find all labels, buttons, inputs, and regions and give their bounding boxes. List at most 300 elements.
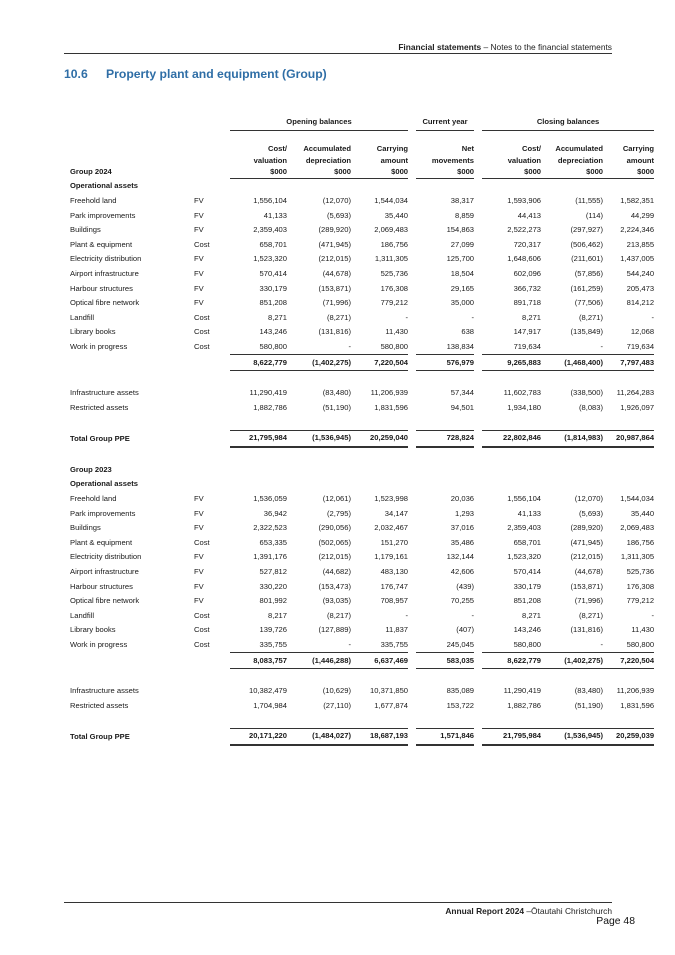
closing-cost: 8,271: [522, 312, 542, 322]
asset-label: Electricity distribution: [70, 552, 142, 562]
valuation-basis: FV: [194, 268, 204, 278]
closing-acc-dep: (1,536,945): [541, 729, 603, 745]
other-asset-row: [70, 400, 654, 415]
opening-cost: 2,359,403: [253, 225, 287, 235]
opening-acc-dep: (93,035): [322, 596, 351, 606]
closing-acc-dep: (471,945): [570, 537, 604, 547]
asset-label: Airport infrastructure: [70, 567, 139, 577]
closing-carrying: 1,437,005: [620, 254, 655, 264]
opening-cost: 527,812: [259, 567, 287, 577]
opening-acc-dep: (44,682): [322, 567, 351, 577]
opening-cost: 8,271: [267, 312, 287, 322]
footer-rest: –Ōtautahi Christchurch: [524, 906, 612, 916]
net-movements: (439): [456, 581, 475, 591]
opening-carrying: 1,179,161: [374, 552, 409, 562]
unit-label: $000: [416, 166, 474, 179]
net-movements: 638: [461, 327, 475, 337]
net-movements: -: [471, 312, 475, 322]
opening-acc-dep: (502,065): [318, 537, 351, 547]
opening-acc-dep: (289,920): [318, 225, 351, 235]
other-asset-row: [70, 386, 654, 401]
col-carry-2b: amount: [626, 156, 655, 166]
col-carry-1: Carrying: [376, 144, 409, 154]
opening-cost: 2,322,523: [253, 523, 287, 533]
opening-cost: 1,882,786: [253, 402, 287, 412]
valuation-basis: Cost: [194, 610, 210, 620]
closing-carrying: 719,634: [626, 341, 655, 351]
closing-cost: 1,593,906: [507, 195, 542, 205]
closing-acc-dep: (11,555): [575, 195, 604, 205]
table-row: [70, 638, 654, 653]
closing-carrying: 814,212: [626, 298, 655, 308]
closing-carrying: 2,224,346: [620, 225, 655, 235]
subtotal-row: [70, 355, 654, 371]
opening-acc-dep: (471,945): [318, 239, 351, 249]
table-row: [70, 325, 654, 340]
valuation-basis: Cost: [194, 239, 210, 249]
column-header-line1: [70, 142, 654, 154]
opening-carrying: 176,308: [380, 283, 409, 293]
closing-cost: 44,413: [517, 210, 542, 220]
opening-acc-dep: (10,629): [322, 686, 351, 696]
valuation-basis: FV: [194, 210, 204, 220]
opening-carrying: 176,747: [380, 581, 409, 591]
col-acc-2: depreciation: [305, 156, 351, 166]
table-row: [70, 536, 654, 551]
valuation-basis: FV: [194, 567, 204, 577]
unit-label: $000: [482, 166, 541, 179]
opening-acc-dep: -: [348, 640, 351, 650]
closing-acc-dep: (51,190): [574, 700, 604, 710]
opening-cost: 8,217: [267, 610, 287, 620]
net-movements: -: [471, 610, 475, 620]
col-acc-2b: depreciation: [557, 156, 604, 166]
closing-cost: 22,802,846: [482, 431, 541, 447]
opening-acc-dep: (1,402,275): [287, 355, 351, 371]
closing-carrying: 1,831,596: [620, 700, 655, 710]
table-row: [70, 252, 654, 267]
net-movements: 125,700: [446, 254, 475, 264]
closing-cost: 851,208: [513, 596, 542, 606]
closing-cost: 147,917: [513, 327, 542, 337]
valuation-basis: [194, 699, 230, 714]
opening-carrying: -: [405, 312, 409, 322]
asset-label: Library books: [70, 625, 116, 635]
closing-carrying: 1,544,034: [620, 494, 655, 504]
asset-label: Park improvements: [70, 508, 136, 518]
opening-acc-dep: (2,795): [326, 508, 351, 518]
asset-label: Work in progress: [70, 640, 128, 650]
valuation-basis: FV: [194, 195, 204, 205]
opening-carrying: 35,440: [384, 210, 409, 220]
opening-acc-dep: (12,061): [322, 494, 351, 504]
closing-carrying: 580,800: [626, 640, 655, 650]
opening-cost: 335,755: [259, 640, 287, 650]
net-movements: 35,486: [450, 537, 475, 547]
col-carry-2: amount: [380, 156, 409, 166]
asset-label: Freehold land: [70, 494, 117, 504]
col-acc-1: Accumulated: [303, 144, 351, 154]
opening-acc-dep: (71,996): [322, 298, 351, 308]
net-movements: 583,035: [416, 653, 474, 669]
opening-cost: 580,800: [259, 341, 287, 351]
opening-carrying: 2,032,467: [374, 523, 409, 533]
net-movements: 1,571,846: [416, 729, 474, 745]
opening-acc-dep: (83,480): [322, 388, 351, 398]
table-row: [70, 340, 654, 355]
opening-acc-dep: (290,056): [318, 523, 351, 533]
closing-cost: 719,634: [513, 341, 542, 351]
col-cost-2: valuation: [253, 156, 287, 166]
opening-carrying: 34,147: [384, 508, 409, 518]
header-rule: [64, 53, 612, 54]
closing-acc-dep: (71,996): [574, 596, 604, 606]
operational-assets-heading: [70, 179, 654, 194]
table-row: [70, 623, 654, 638]
closing-carrying: 1,582,351: [620, 195, 655, 205]
asset-label: Infrastructure assets: [70, 388, 139, 398]
closing-carrying: 11,264,283: [616, 388, 655, 398]
block-title: Group 2023: [70, 464, 112, 474]
closing-carrying: 544,240: [626, 268, 655, 278]
opening-cost: 11,290,419: [249, 388, 287, 398]
closing-cost: 21,795,984: [482, 729, 541, 745]
closing-cost: 11,602,783: [503, 388, 542, 398]
opening-acc-dep: (153,473): [318, 581, 351, 591]
closing-carrying: 7,220,504: [603, 653, 654, 669]
opening-cost: 143,246: [259, 327, 287, 337]
asset-label: Electricity distribution: [70, 254, 142, 264]
unit-label: $000: [351, 166, 408, 179]
closing-carrying: -: [651, 312, 655, 322]
opening-cost: 8,083,757: [230, 653, 287, 669]
opening-acc-dep: (212,015): [318, 254, 351, 264]
col-acc-1b: Accumulated: [555, 144, 604, 154]
closing-carrying: 205,473: [626, 283, 655, 293]
valuation-basis: FV: [194, 494, 204, 504]
opening-cost: 21,795,984: [230, 431, 287, 447]
unit-label: $000: [541, 166, 603, 179]
asset-label: Optical fibre network: [70, 596, 140, 606]
asset-label: Plant & equipment: [70, 537, 133, 547]
net-movements: 57,344: [450, 388, 475, 398]
total-label: Total Group PPE: [70, 731, 130, 741]
col-net-2: movements: [431, 156, 475, 166]
table-row: [70, 609, 654, 624]
opening-carrying: 1,544,034: [374, 195, 409, 205]
net-movements: 27,099: [450, 239, 475, 249]
opening-carrying: -: [405, 610, 409, 620]
opening-cost: 1,704,984: [253, 700, 287, 710]
closing-acc-dep: (12,070): [574, 494, 604, 504]
closing-cost: 1,556,104: [507, 494, 542, 504]
asset-label: Restricted assets: [70, 402, 129, 412]
table-row: [70, 310, 654, 325]
opening-cost: 658,701: [259, 239, 287, 249]
table-row: [70, 194, 654, 209]
closing-cost: 11,290,419: [503, 686, 542, 696]
opening-cost: 851,208: [259, 298, 287, 308]
closing-cost: 720,317: [513, 239, 542, 249]
asset-label: Harbour structures: [70, 283, 133, 293]
opening-carrying: 151,270: [380, 537, 409, 547]
closing-cost: 1,648,606: [507, 254, 542, 264]
asset-label: Park improvements: [70, 210, 136, 220]
asset-label: Airport infrastructure: [70, 268, 139, 278]
opening-cost: 653,335: [259, 537, 287, 547]
closing-cost: 658,701: [513, 537, 542, 547]
spacer-row: [70, 415, 654, 431]
col-net-1: Net: [461, 144, 475, 154]
closing-balances-header: Closing balances: [482, 116, 654, 131]
block-title: Group 2024: [70, 167, 112, 177]
valuation-basis: Cost: [194, 327, 210, 337]
asset-label: Landfill: [70, 610, 95, 620]
operational-assets-heading: [70, 477, 654, 492]
opening-acc-dep: (12,070): [322, 195, 351, 205]
opening-carrying: 1,831,596: [374, 402, 409, 412]
valuation-basis: Cost: [194, 312, 210, 322]
page-number: Page 48: [596, 916, 635, 927]
valuation-basis: Cost: [194, 537, 210, 547]
opening-acc-dep: (51,190): [322, 402, 351, 412]
valuation-basis: FV: [194, 552, 204, 562]
net-movements: 8,859: [455, 210, 475, 220]
opening-carrying: 1,677,874: [374, 700, 409, 710]
section-number: 10.6: [64, 67, 88, 81]
opening-cost: 1,556,104: [253, 195, 287, 205]
opening-carrying: 11,206,939: [370, 388, 409, 398]
subtotal-row: [70, 653, 654, 669]
closing-carrying: 35,440: [630, 508, 655, 518]
opening-carrying: 11,430: [385, 327, 409, 337]
closing-carrying: 11,430: [631, 625, 655, 635]
closing-cost: 891,718: [513, 298, 542, 308]
opening-carrying: 6,637,469: [351, 653, 408, 669]
opening-acc-dep: (27,110): [323, 700, 351, 710]
closing-acc-dep: (153,871): [570, 581, 604, 591]
valuation-basis: [194, 386, 230, 401]
total-row: [70, 729, 654, 745]
closing-carrying: 186,756: [626, 537, 655, 547]
closing-acc-dep: (5,693): [578, 508, 604, 518]
opening-cost: 1,391,176: [253, 552, 287, 562]
closing-acc-dep: (83,480): [574, 686, 604, 696]
opening-carrying: 708,957: [380, 596, 409, 606]
closing-acc-dep: (161,259): [570, 283, 604, 293]
spacer-row: [70, 668, 654, 684]
opening-acc-dep: -: [348, 341, 351, 351]
closing-cost: 580,800: [513, 640, 542, 650]
net-movements: 38,317: [450, 195, 475, 205]
opening-acc-dep: (1,446,288): [287, 653, 351, 669]
opening-cost: 1,536,059: [253, 494, 287, 504]
closing-carrying: -: [651, 610, 655, 620]
other-asset-row: [70, 699, 654, 714]
table-row: [70, 521, 654, 536]
unit-label: $000: [287, 166, 351, 179]
opening-cost: 10,382,479: [248, 686, 287, 696]
net-movements: 576,979: [416, 355, 474, 371]
col-cost-1b: Cost/: [522, 144, 542, 154]
valuation-basis: Cost: [194, 640, 210, 650]
table-row: [70, 296, 654, 311]
total-row: [70, 431, 654, 447]
opening-carrying: 11,837: [385, 625, 409, 635]
closing-carrying: 176,308: [626, 581, 655, 591]
asset-label: Infrastructure assets: [70, 686, 139, 696]
opening-carrying: 1,311,305: [374, 254, 409, 264]
spacer-row: [70, 447, 654, 463]
closing-acc-dep: (1,402,275): [541, 653, 603, 669]
opening-carrying: 335,755: [380, 640, 409, 650]
closing-acc-dep: (8,271): [578, 312, 604, 322]
opening-carrying: 525,736: [380, 268, 409, 278]
valuation-basis: [194, 400, 230, 415]
net-movements: 29,165: [450, 283, 475, 293]
closing-carrying: 44,299: [630, 210, 655, 220]
asset-label: Library books: [70, 327, 116, 337]
opening-carrying: 186,756: [380, 239, 409, 249]
net-movements: (407): [456, 625, 475, 635]
other-asset-row: [70, 684, 654, 699]
closing-cost: 2,522,273: [507, 225, 542, 235]
col-cost-2b: valuation: [507, 156, 542, 166]
net-movements: 245,045: [446, 640, 475, 650]
net-movements: 70,255: [450, 596, 475, 606]
operational-assets-label: Operational assets: [70, 181, 138, 191]
asset-label: Freehold land: [70, 195, 117, 205]
net-movements: 35,000: [450, 298, 475, 308]
table-row: [70, 237, 654, 252]
column-header-line2: [70, 154, 654, 166]
opening-balances-header: Opening balances: [230, 116, 408, 131]
net-movements: 18,504: [450, 268, 475, 278]
closing-carrying: 1,311,305: [620, 552, 655, 562]
table-row: [70, 550, 654, 565]
closing-acc-dep: -: [600, 640, 604, 650]
opening-carrying: 7,220,504: [351, 355, 408, 371]
opening-acc-dep: (8,271): [326, 312, 351, 322]
table-row: [70, 594, 654, 609]
closing-acc-dep: -: [600, 341, 604, 351]
opening-cost: 801,992: [259, 596, 287, 606]
opening-acc-dep: (131,816): [318, 327, 351, 337]
section-title-text: Property plant and equipment (Group): [106, 67, 327, 81]
opening-acc-dep: (212,015): [318, 552, 351, 562]
table-row: [70, 579, 654, 594]
opening-cost: 20,171,220: [230, 729, 287, 745]
ppe-table-body: [70, 116, 654, 745]
table-row: [70, 208, 654, 223]
table-row: [70, 223, 654, 238]
closing-carrying: 11,206,939: [616, 686, 655, 696]
closing-carrying: 20,259,039: [603, 729, 654, 745]
closing-acc-dep: (297,927): [570, 225, 604, 235]
closing-carrying: 20,987,864: [603, 431, 654, 447]
net-movements: 42,606: [450, 567, 475, 577]
opening-acc-dep: (1,484,027): [287, 729, 351, 745]
opening-cost: 1,523,320: [253, 254, 287, 264]
asset-label: Optical fibre network: [70, 298, 140, 308]
net-movements: 132,144: [446, 552, 475, 562]
closing-cost: 570,414: [513, 567, 542, 577]
closing-cost: 2,359,403: [507, 523, 542, 533]
valuation-basis: [194, 684, 230, 699]
spacer-row: [70, 713, 654, 729]
table-row: [70, 565, 654, 580]
closing-acc-dep: (8,083): [578, 402, 604, 412]
closing-cost: 330,179: [513, 581, 542, 591]
opening-acc-dep: (1,536,945): [287, 431, 351, 447]
closing-carrying: 2,069,483: [620, 523, 655, 533]
opening-carrying: 1,523,998: [374, 494, 409, 504]
net-movements: 94,501: [450, 402, 475, 412]
closing-carrying: 525,736: [626, 567, 655, 577]
footer-bold: Annual Report 2024: [445, 906, 525, 916]
opening-acc-dep: (153,871): [318, 283, 351, 293]
asset-label: Buildings: [70, 225, 101, 235]
closing-cost: 143,246: [513, 625, 542, 635]
net-movements: 728,824: [416, 431, 474, 447]
unit-label: $000: [603, 166, 654, 179]
valuation-basis: FV: [194, 225, 204, 235]
opening-cost: 36,942: [263, 508, 287, 518]
header-bold: Financial statements: [398, 42, 482, 52]
closing-cost: 1,523,320: [507, 552, 542, 562]
valuation-basis: FV: [194, 581, 204, 591]
ppe-table: [70, 116, 654, 746]
net-movements: 20,036: [450, 494, 475, 504]
net-movements: 138,834: [446, 341, 475, 351]
valuation-basis: FV: [194, 254, 204, 264]
closing-cost: 1,934,180: [507, 402, 542, 412]
total-label: Total Group PPE: [70, 433, 130, 443]
closing-acc-dep: (212,015): [570, 552, 604, 562]
block-title-row: [70, 463, 654, 478]
spacer-row: [70, 370, 654, 386]
closing-acc-dep: (289,920): [570, 523, 604, 533]
unit-label: $000: [230, 166, 287, 179]
closing-cost: 41,133: [517, 508, 542, 518]
closing-cost: 602,096: [513, 268, 542, 278]
opening-acc-dep: (5,693): [326, 210, 351, 220]
valuation-basis: FV: [194, 523, 204, 533]
closing-cost: 8,622,779: [482, 653, 541, 669]
asset-label: Landfill: [70, 312, 95, 322]
closing-carrying: 12,068: [630, 327, 655, 337]
opening-carrying: 2,069,483: [374, 225, 409, 235]
opening-acc-dep: (44,678): [322, 268, 351, 278]
asset-label: Work in progress: [70, 342, 128, 352]
opening-cost: 330,179: [259, 283, 287, 293]
table-row: [70, 506, 654, 521]
closing-carrying: 779,212: [626, 596, 655, 606]
valuation-basis: Cost: [194, 625, 210, 635]
table-row: [70, 281, 654, 296]
opening-carrying: 18,687,193: [351, 729, 408, 745]
asset-label: Harbour structures: [70, 581, 133, 591]
asset-label: Plant & equipment: [70, 239, 133, 249]
running-footer: [64, 906, 612, 916]
closing-acc-dep: (211,601): [571, 254, 604, 264]
section-title: [64, 67, 327, 81]
opening-cost: 330,220: [259, 581, 287, 591]
blank-cell: [194, 166, 230, 179]
opening-cost: 41,133: [263, 210, 287, 220]
closing-acc-dep: (114): [585, 210, 604, 220]
running-header: [64, 42, 612, 52]
